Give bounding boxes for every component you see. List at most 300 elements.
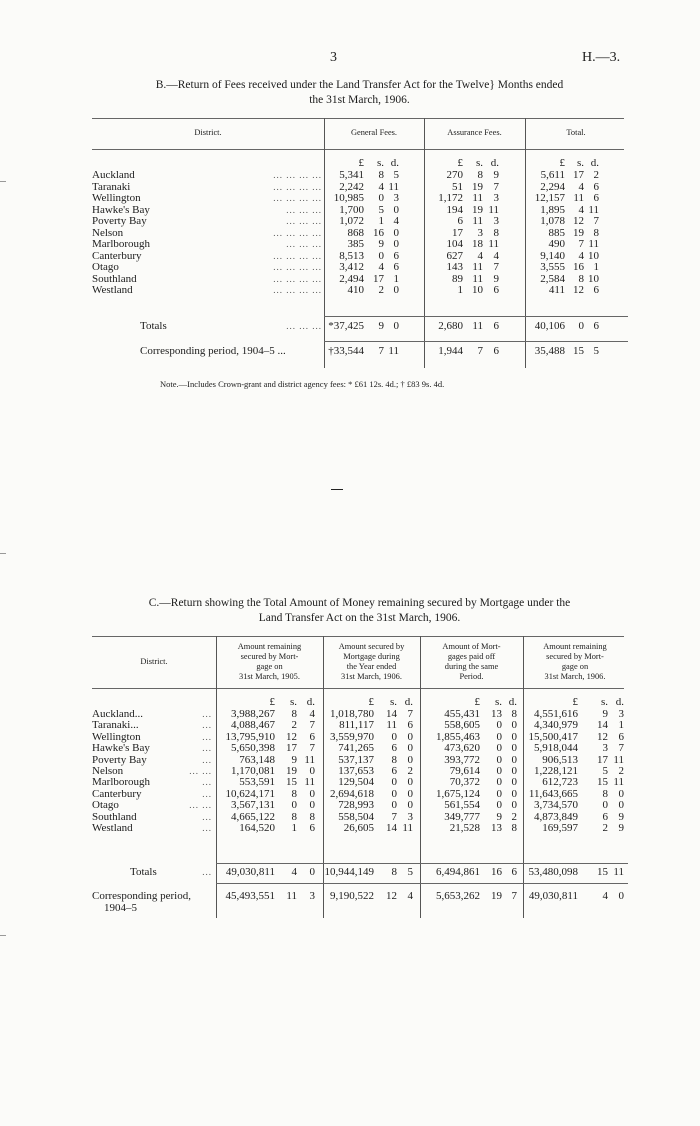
table-b-leader-dots: ... ... ... [286,216,322,226]
table-c-col2-pence: 0 [407,776,413,789]
table-b-district-name: Otago [92,261,119,273]
table-c-col2-shillings: 0 [391,730,397,743]
table-c-header-line: Amount remaining [543,642,607,651]
table-c-district-name: Hawke's Bay [92,742,150,755]
table-b-totals-assurance-pence: 6 [493,320,499,332]
table-b-total-pounds: 2,294 [540,180,565,193]
table-b-total-pence: 8 [593,226,599,239]
table-c-top-rule [92,636,624,637]
table-b-district-name: Canterbury [92,249,142,262]
table-c-leader-dots: ... [202,823,212,833]
table-c-unit-c3-pounds: £ [474,696,480,708]
table-c-district-name: Poverty Bay [92,753,147,766]
table-b-assurance-shillings: 8 [477,169,483,181]
table-c-col1-pounds: 10,624,171 [225,787,275,800]
table-b-general-shillings: 2 [378,284,384,296]
table-b-leader-dots: ... ... ... ... [273,250,322,261]
table-c-unit-c3-pence: d. [508,696,517,708]
table-c-header-district: District. [140,657,168,666]
table-c-col2-pounds: 558,504 [338,810,374,823]
table-c-col4-shillings: 12 [597,730,608,743]
table-c-totals-col3-shillings: 16 [491,866,502,878]
table-c-col4-pounds: 3,734,570 [534,799,578,812]
table-b-general-pounds: 1,072 [339,215,364,227]
table-c-col3-pounds: 79,614 [449,765,480,777]
table-c-corr-col2-shillings: 12 [386,890,397,902]
table-c-col2-pence: 0 [407,742,413,755]
table-c-header-line: Mortgage during [343,652,400,661]
table-b-assurance-pounds: 1,172 [438,192,463,204]
table-b-total-shillings: 12 [573,284,584,296]
table-b-general-pence: 0 [393,284,399,296]
table-c-unit-c4-pounds: £ [572,696,578,708]
table-b-assurance-pence: 8 [493,226,499,239]
table-c-col1-pounds: 3,988,267 [231,708,275,720]
table-c-col2-pounds: 741,265 [338,742,374,755]
table-c-corr-col2-pence: 4 [407,890,413,902]
table-b-total-shillings: 4 [578,249,584,262]
table-b-total-shillings: 17 [573,169,584,181]
table-b-district-name: Poverty Bay [92,215,147,227]
table-c-col4-pounds: 4,340,979 [534,719,578,732]
table-b-unit-total-pounds: £ [559,157,565,169]
table-c-col1-shillings: 15 [286,776,297,789]
table-c-unit-c1-pence: d. [306,696,315,708]
table-c-col1-shillings: 1 [291,822,297,834]
table-b-assurance-shillings: 3 [477,226,483,239]
table-b-total-pence: 2 [593,169,599,181]
table-c-col3-pence: 8 [511,822,517,834]
table-b-assurance-shillings: 19 [472,203,483,216]
table-c-totals-col1-pence: 0 [309,866,315,878]
table-c-col1-shillings: 0 [291,799,297,812]
table-b-general-pounds: 3,412 [339,261,364,273]
table-c-col1-pounds: 553,591 [239,776,275,789]
table-b-leader-dots: ... ... ... ... [273,170,322,180]
table-b-assurance-pounds: 627 [446,249,463,262]
document-reference: H.—3. [582,50,621,65]
table-b-note: Note.—Includes Crown-grant and district agency fees: * £61 12s. 4d.; † £83 9s. 4d. [160,379,445,389]
table-b-corr-general-shillings: 7 [378,345,384,357]
table-c-district-name: Taranaki... [92,719,139,732]
table-c-col3-pounds: 70,372 [449,776,480,789]
table-b-assurance-shillings: 11 [472,215,483,227]
table-b-general-shillings: 4 [378,261,384,273]
table-c-corr-col3-pence: 7 [511,890,517,902]
table-c-corr-col3-pounds: 5,653,262 [436,890,480,902]
table-c-col1-shillings: 12 [286,730,297,743]
table-c-col3-shillings: 0 [496,799,502,812]
table-b-assurance-pounds: 1 [457,284,463,296]
table-c-col3-pence: 0 [511,730,517,743]
table-c-col4-pence: 0 [618,787,624,800]
table-c-totals-col2-shillings: 8 [391,866,397,878]
table-c-col3-pence: 0 [511,776,517,789]
table-b-general-shillings: 9 [378,238,384,250]
table-c-totals-col3-pounds: 6,494,861 [436,866,480,878]
table-c-col1-pounds: 1,170,081 [231,765,275,777]
table-c-header-col3 [420,640,523,684]
table-c-col4-pounds: 612,723 [542,776,578,789]
table-c-col3-pence: 0 [511,799,517,812]
table-b-totals-general-shillings: 9 [378,320,384,332]
table-c-unit-c1-shillings: s. [289,696,297,708]
table-c-header-line: Amount remaining [237,642,302,651]
table-c-col2-shillings: 6 [391,765,397,777]
table-c-district-name: Otago [92,799,119,812]
table-c-corr-col1-shillings: 11 [286,890,297,902]
table-c-totals-col4-pence: 11 [613,866,624,878]
table-c-col2-pence: 6 [407,719,413,732]
table-b-district-name: Westland [92,284,133,296]
table-b-general-pounds: 5,341 [339,169,364,181]
table-c-sum-rule [216,883,628,884]
table-c-col4-pence: 11 [613,753,624,766]
table-c-totals-col3-pence: 6 [511,866,517,878]
table-c-col1-pounds: 164,520 [239,822,275,834]
table-c-col1-shillings: 8 [291,787,297,800]
table-b-total-pence: 7 [593,215,599,227]
table-b-total-shillings: 7 [578,238,584,250]
table-c-district-name: Marlborough [92,776,151,789]
table-c-totals-col1-pounds: 49,030,811 [225,866,275,878]
table-b-leader-dots: ... ... ... [286,204,322,215]
table-b-total-pounds: 885 [548,226,565,239]
table-c-col4-pounds: 4,551,616 [534,708,578,720]
table-c-unit-c2-pence: d. [404,696,413,708]
table-b-assurance-pence: 7 [493,180,499,193]
table-c-col4-shillings: 0 [602,799,608,812]
table-b-unit-general-shillings: s. [376,157,384,169]
table-c-col2-pounds: 3,559,970 [330,730,374,743]
table-c-unit-c1-pounds: £ [269,696,275,708]
table-c-district-name: Auckland... [92,708,144,720]
table-c-header-line: Period. [459,672,484,681]
table-c-col3-pence: 0 [511,742,517,755]
table-c-col1-pence: 6 [309,730,315,743]
table-b-total-shillings: 8 [578,272,584,285]
page-number: 3 [330,50,337,65]
table-b-leader-dots: ... ... ... ... [273,193,322,203]
table-b-leader-dots: ... ... ... ... [273,273,322,284]
table-c-header-line: 31st March, 1905. [239,672,300,681]
table-b-total-pounds: 2,584 [540,272,565,285]
table-b-total-shillings: 19 [573,226,584,239]
table-c-col2-pounds: 1,018,780 [330,708,374,720]
table-b-leader-dots: ... ... ... ... [273,262,322,272]
table-b-assurance-pence: 3 [493,215,499,227]
table-c-header-rule [92,688,624,689]
table-b-totals-total-pence: 6 [593,320,599,332]
table-b-assurance-pence: 9 [493,272,499,285]
table-b-total-pence: 6 [593,192,599,204]
table-b-title-line2: the 31st March, 1906. [309,94,410,106]
table-c-col4-pounds: 169,597 [542,822,578,834]
table-c-col1-pence: 0 [309,799,315,812]
table-b-corresponding-label: Corresponding period, 1904–5 ... [140,345,286,357]
table-c-header-col2 [323,640,420,684]
table-b-assurance-shillings: 11 [472,192,483,204]
table-b-assurance-pounds: 194 [446,203,463,216]
table-b-district-name: Taranaki [92,180,131,193]
table-c-col2-shillings: 14 [386,822,397,834]
table-b-general-shillings: 4 [378,180,384,193]
table-b-leader-dots: ... ... ... [286,239,322,249]
table-b-assurance-shillings: 18 [472,238,483,250]
table-c-col3-pounds: 1,675,124 [436,787,480,800]
table-c-col2-pounds: 811,117 [339,719,374,732]
table-b-total-pence: 6 [593,180,599,193]
table-c-col1-pence: 7 [309,719,315,732]
table-c-col2-shillings: 11 [386,719,397,732]
table-c-col2-pounds: 26,605 [343,822,374,834]
table-c-col2-pence: 2 [407,765,413,777]
table-b-total-pounds: 411 [548,284,565,296]
table-b-totals-total-pounds: 40,106 [534,320,565,332]
table-b-leader-dots: ... ... ... ... [273,285,322,295]
table-c-col4-pounds: 1,228,121 [534,765,578,777]
table-c-col1-pounds: 13,795,910 [225,730,275,743]
table-b-district-name: Southland [92,272,137,285]
table-c-unit-c4-shillings: s. [600,696,608,708]
table-b-assurance-pounds: 89 [452,272,463,285]
table-c-col1-pence: 11 [304,776,315,789]
table-c-col1-shillings: 17 [286,742,297,755]
table-c-col1-shillings: 8 [291,708,297,720]
table-c-col3-pounds: 21,528 [449,822,480,834]
table-c-col3-pence: 0 [511,753,517,766]
table-b-total-pence: 1 [593,261,599,273]
table-b-total-pounds: 9,140 [540,249,565,262]
table-b-general-shillings: 0 [378,192,384,204]
table-c-col1-pounds: 3,567,131 [231,799,275,812]
table-b-total-pounds: 5,611 [540,169,565,181]
table-b-unit-assurance-pence: d. [490,157,499,169]
table-c-leader-dots: ... [202,777,212,788]
table-c-unit-c2-pounds: £ [368,696,374,708]
table-c-col4-pence: 0 [618,799,624,812]
table-c-leader-dots: ... [202,811,212,822]
table-b-general-pounds: 385 [347,238,364,250]
table-c-totals-col4-shillings: 15 [597,866,608,878]
table-c-col2-pence: 0 [407,787,413,800]
table-c-header-line: the Year ended [346,662,397,671]
table-c-col4-shillings: 17 [597,753,608,766]
section-divider [331,489,343,490]
table-c-col4-pence: 3 [618,708,624,720]
table-b-totals-general-pounds: *37,425 [328,320,364,332]
table-c-col4-shillings: 9 [602,708,608,720]
table-b-general-pounds: 2,494 [339,272,364,285]
table-b-assurance-pence: 11 [488,203,499,216]
table-b-district-name: Auckland [92,169,135,181]
table-c-corr-col4-pence: 0 [618,890,624,902]
table-c-header-line: Amount of Mort- [442,642,501,651]
table-c-col1-shillings: 2 [291,719,297,732]
table-b-general-shillings: 1 [378,215,384,227]
table-c-corr-col2-pounds: 9,190,522 [330,890,374,902]
table-c-col2-pounds: 728,993 [338,799,374,812]
table-c-sum-rule [216,863,628,864]
table-c-col2-pence: 0 [407,753,413,766]
table-c-unit-c3-shillings: s. [494,696,502,708]
table-c-col4-shillings: 8 [602,787,608,800]
table-c-unit-c4-pence: d. [615,696,624,708]
table-b-totals-general-pence: 0 [393,320,399,332]
table-b-total-pounds: 1,078 [540,215,565,227]
table-c-col1-pence: 6 [309,822,315,834]
table-b-general-pence: 0 [393,203,399,216]
table-b-total-pence: 11 [588,203,599,216]
table-b-corr-total-shillings: 15 [573,345,584,357]
table-b-corr-total-pence: 5 [593,345,599,357]
table-b-unit-assurance-pounds: £ [457,157,463,169]
table-b-total-pounds: 3,555 [540,261,565,273]
table-c-col1-pence: 0 [309,765,315,777]
table-c-leader-dots: ... [202,867,212,877]
table-b-general-pounds: 10,985 [333,192,364,204]
table-b-total-shillings: 16 [573,261,584,273]
table-c-header-line: secured by Mort- [240,652,299,661]
table-b-assurance-pence: 4 [493,249,499,262]
table-b-assurance-pence: 7 [493,261,499,273]
table-c-col2-shillings: 7 [391,810,397,823]
table-c-col1-pounds: 4,665,122 [231,810,275,823]
table-c-col1-pounds: 763,148 [239,753,275,766]
table-c-col3-shillings: 9 [496,810,502,823]
table-b-corr-general-pounds: †33,544 [328,345,364,357]
table-c-totals-col2-pounds: 10,944,149 [324,866,374,878]
table-b-general-pence: 0 [393,238,399,250]
table-c-col3-shillings: 0 [496,742,502,755]
table-c-col3-shillings: 0 [496,753,502,766]
table-b-assurance-pence: 6 [493,284,499,296]
table-c-district-name: Canterbury [92,787,142,800]
table-c-col1-pence: 7 [309,742,315,755]
table-c-district-name: Westland [92,822,133,834]
table-c-col3-pounds: 561,554 [444,799,480,812]
table-c-col2-pounds: 137,653 [338,765,374,777]
table-c-col1-pounds: 5,650,398 [231,742,275,755]
table-b-assurance-shillings: 10 [472,284,483,296]
table-b-leader-dots: ... ... ... ... [273,227,322,238]
table-b-general-shillings: 17 [373,272,384,285]
table-c-col4-shillings: 3 [602,742,608,755]
table-b-total-pounds: 1,895 [540,203,565,216]
table-c-col2-shillings: 6 [391,742,397,755]
table-b-header-assurance: Assurance Fees. [447,128,502,137]
table-c-col2-pounds: 2,694,618 [330,787,374,800]
table-b-total-pence: 10 [588,272,599,285]
table-b-total-pence: 6 [593,284,599,296]
table-c-leader-dots: ... [202,754,212,765]
table-c-col2-shillings: 8 [391,753,397,766]
table-c-col2-shillings: 0 [391,776,397,789]
table-c-col3-pence: 8 [511,708,517,720]
table-c-corr-col1-pounds: 45,493,551 [225,890,275,902]
table-c-col2-shillings: 0 [391,799,397,812]
table-c-col4-shillings: 15 [597,776,608,789]
table-b-general-pence: 5 [393,169,399,181]
table-c-col3-pence: 2 [511,810,517,823]
table-b-general-pence: 11 [388,180,399,193]
table-b-assurance-pounds: 6 [457,215,463,227]
table-b-total-pence: 11 [588,238,599,250]
table-c-col3-shillings: 13 [491,822,502,834]
table-b-general-shillings: 16 [373,226,384,239]
table-c-col2-pounds: 129,504 [338,776,374,789]
table-c-header-col4 [523,640,627,684]
table-b-assurance-pounds: 143 [446,261,463,273]
table-c-leader-dots: ... [202,720,212,731]
table-c-leader-dots: ... [202,731,212,742]
table-c-col3-shillings: 0 [496,719,502,732]
table-b-assurance-shillings: 11 [472,272,483,285]
table-c-col3-shillings: 0 [496,776,502,789]
table-b-totals-assurance-shillings: 11 [472,320,483,332]
table-c-col3-pounds: 558,605 [444,719,480,732]
table-c-col4-pence: 6 [618,730,624,743]
table-c-totals-col2-pence: 5 [407,866,413,878]
table-c-unit-c2-shillings: s. [389,696,397,708]
table-b-total-shillings: 4 [578,180,584,193]
table-b-assurance-pence: 11 [488,238,499,250]
table-b-general-pounds: 1,700 [339,203,364,216]
table-b-total-shillings: 11 [573,192,584,204]
table-c-title-line2: Land Transfer Act on the 31st March, 1906. [258,612,461,624]
table-c-col2-pence: 0 [407,799,413,812]
table-b-total-shillings: 12 [573,215,584,227]
table-b-general-shillings: 0 [378,249,384,262]
table-c-col3-shillings: 13 [491,708,502,720]
table-b-total-shillings: 4 [578,203,584,216]
table-c-title-line1: C.—Return showing the Total Amount of Money remaining secured by Mortgage under the [148,597,571,609]
table-c-col3-shillings: 0 [496,787,502,800]
table-b-general-pence: 0 [393,226,399,239]
table-b-assurance-pence: 3 [493,192,499,204]
table-c-col2-pence: 7 [407,708,413,720]
table-b-totals-label: Totals [140,320,167,332]
table-c-col1-shillings: 19 [286,765,297,777]
table-b-unit-general-pence: d. [390,157,399,169]
table-c-col4-pounds: 5,918,044 [534,742,578,755]
table-c-col3-pounds: 1,855,463 [436,730,480,743]
table-b-assurance-pounds: 51 [452,180,463,193]
table-b-header-general: General Fees. [350,128,398,137]
table-b-corr-assurance-shillings: 7 [477,345,483,357]
table-b-unit-assurance-shillings: s. [475,157,483,169]
table-b-corr-total-pounds: 35,488 [534,345,565,357]
table-b-unit-total-pence: d. [590,157,599,169]
table-c-col4-pence: 9 [618,810,624,823]
table-c-col2-pence: 11 [402,822,413,834]
table-b-totals-assurance-pounds: 2,680 [438,320,463,332]
table-c-col3-pounds: 393,772 [444,753,480,766]
table-c-corr-col3-shillings: 19 [491,890,502,902]
table-c-col4-shillings: 2 [602,822,608,834]
table-b-district-name: Wellington [92,192,141,204]
table-c-col1-pence: 4 [309,708,315,720]
table-c-col3-pounds: 455,431 [444,708,480,720]
table-b-unit-total-shillings: s. [576,157,584,169]
table-c-col3-pounds: 349,777 [444,810,480,823]
table-b-general-pence: 6 [393,261,399,273]
table-c-leader-dots: ... [202,709,212,719]
table-b-assurance-pounds: 104 [446,238,463,250]
table-c-header-col1 [216,640,323,684]
table-c-corr-col4-shillings: 4 [602,890,608,902]
table-c-district-name: Wellington [92,730,141,743]
